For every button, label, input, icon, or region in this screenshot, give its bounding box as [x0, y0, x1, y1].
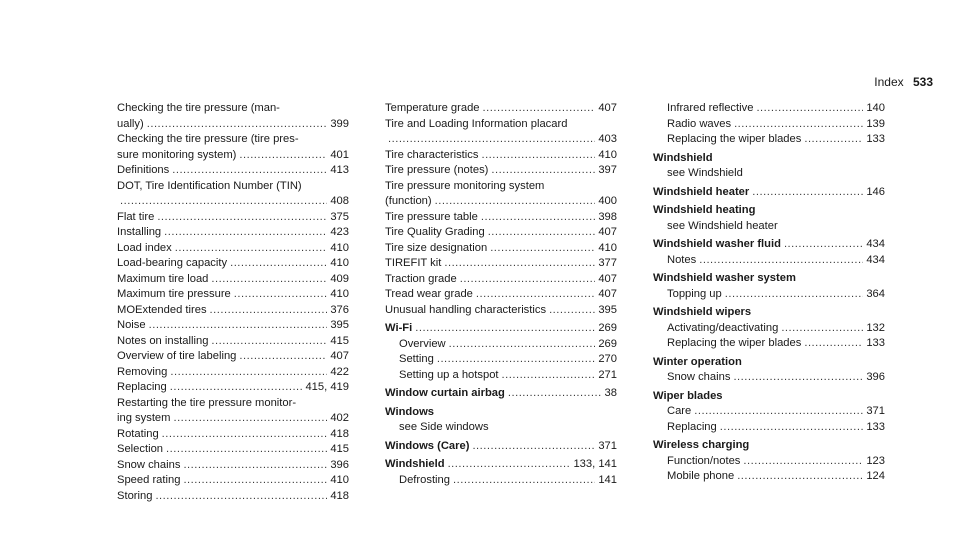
leader-dots [449, 337, 596, 353]
index-entry-page: 422 [330, 365, 349, 378]
index-entry-text: Tire size designation [385, 241, 488, 254]
leader-dots [166, 442, 327, 458]
index-entry [117, 349, 349, 365]
index-entry-page: 38 [604, 387, 617, 399]
index-entry [117, 380, 349, 396]
index-entry [653, 469, 885, 485]
index-entry [117, 334, 349, 350]
index-entry [117, 473, 349, 489]
index-entry-text: Rotating [117, 427, 159, 440]
index-entry-page: 133 [866, 133, 885, 145]
leader-dots [239, 148, 327, 164]
index-entry-page: 402 [330, 412, 349, 424]
index-entry [653, 438, 885, 454]
leader-dots [472, 439, 595, 455]
index-entry-page: 410 [330, 288, 349, 300]
index-entry-text: Overview [399, 337, 446, 350]
index-entry-text: Windshield wipers [653, 306, 752, 318]
index-entry [117, 458, 349, 474]
index-entry-text: Winter operation [653, 355, 742, 368]
index-entry-page: 415 [330, 334, 349, 347]
index-entry-page: 133 [866, 337, 885, 349]
index-entry [385, 287, 617, 303]
index-entry [385, 337, 617, 353]
index-entry-text: Activating/deactivating [667, 321, 779, 334]
leader-dots [444, 256, 595, 272]
index-entry [385, 405, 617, 421]
index-entry-page: 415 [330, 443, 349, 455]
index-entry-text: see Windshield heater [667, 219, 778, 232]
index-entry [117, 287, 349, 303]
index-entry-text: Defrosting [399, 473, 450, 486]
index-entry-page: 371 [598, 439, 617, 452]
index-entry [385, 256, 617, 272]
leader-dots [183, 458, 327, 474]
index-entry [653, 132, 885, 148]
leader-dots [157, 210, 327, 226]
index-entry [385, 368, 617, 384]
index-entry-page: 409 [330, 272, 349, 285]
index-entry [117, 272, 349, 288]
leader-dots [147, 117, 328, 133]
index-title: Index [874, 75, 904, 89]
index-entry [653, 166, 885, 182]
index-column-3 [653, 101, 885, 485]
index-entry [117, 163, 349, 179]
index-entry-page: 396 [330, 458, 349, 471]
index-entry [117, 210, 349, 226]
index-entry-text: Replacing the wiper blades [667, 133, 802, 145]
index-entry [653, 101, 885, 117]
index-entry-text: Radio waves [667, 117, 732, 130]
index-entry-page: 375 [330, 210, 349, 223]
index-entry-text: Setting [399, 353, 434, 365]
index-entry-text: Storing [117, 489, 153, 502]
index-entry [385, 272, 617, 288]
leader-dots [804, 132, 863, 148]
index-entry-page: 423 [330, 226, 349, 238]
index-entry-text: Topping up [667, 287, 722, 300]
index-entry-text: Maximum tire pressure [117, 288, 231, 300]
index-entry-text: Care [667, 405, 692, 417]
index-entry [385, 241, 617, 257]
index-entry [653, 117, 885, 133]
index-entry-text: TIREFIT kit [385, 257, 442, 269]
index-entry-text: Windows (Care) [385, 439, 470, 452]
index-entry-text: Notes [667, 253, 697, 266]
index-entry [385, 210, 617, 226]
index-entry [653, 404, 885, 420]
leader-dots [720, 420, 864, 436]
index-entry-text: Windshield washer system [653, 272, 796, 284]
leader-dots [784, 237, 863, 253]
index-entry [653, 321, 885, 337]
index-entry [385, 439, 617, 455]
index-entry [653, 185, 885, 201]
leader-dots [453, 473, 595, 489]
leader-dots [175, 241, 328, 257]
index-entry-text: Tire characteristics [385, 148, 479, 161]
leader-dots [490, 241, 595, 257]
index-entry-text: Wireless charging [653, 439, 750, 451]
leader-dots [239, 349, 327, 365]
index-entry-page: 407 [598, 288, 617, 300]
leader-dots [481, 210, 595, 226]
index-entry-page: 410 [330, 241, 349, 254]
index-entry [653, 420, 885, 436]
index-entry [385, 179, 617, 195]
index-entry-text: Tread wear grade [385, 288, 473, 300]
index-entry-page: 146 [866, 185, 885, 198]
leader-dots [483, 101, 596, 117]
index-entry-page: 410 [598, 241, 617, 254]
leader-dots [388, 132, 595, 148]
leader-dots [170, 365, 327, 381]
index-entry-page: 410 [330, 257, 349, 269]
leader-dots [211, 272, 327, 288]
leader-dots [415, 321, 595, 337]
index-entry-page: 139 [866, 117, 885, 130]
index-entry [117, 241, 349, 257]
leader-dots [149, 318, 328, 334]
leader-dots [734, 117, 863, 133]
index-entry [117, 411, 349, 427]
leader-dots [737, 469, 863, 485]
index-entry-text: ing system [117, 412, 171, 424]
index-entry-text: Restarting the tire pressure monitor- [117, 396, 297, 409]
index-entry-page: 270 [598, 353, 617, 365]
index-entry-text: Replacing the wiper blades [667, 337, 802, 349]
leader-dots [488, 225, 596, 241]
index-entry-page: 371 [866, 405, 885, 417]
leader-dots [725, 287, 864, 303]
index-entry [117, 225, 349, 241]
index-entry-page: 395 [330, 319, 349, 331]
index-entry-text: Load-bearing capacity [117, 257, 228, 269]
index-entry [117, 194, 349, 210]
index-entry [653, 219, 885, 235]
index-entry-page: 133, 141 [573, 458, 617, 470]
index-entry-text: Noise [117, 319, 146, 331]
index-entry [653, 151, 885, 167]
index-entry-page: 269 [598, 322, 617, 334]
index-entry [653, 253, 885, 269]
index-entry-page: 407 [598, 226, 617, 238]
index-entry-text: Replacing [667, 420, 717, 433]
index-entry-text: (function) [385, 195, 432, 207]
index-entry-text: Unusual handling characteristics [385, 303, 547, 316]
index-entry-text: Window curtain airbag [385, 387, 505, 399]
index-entry-page: 398 [598, 210, 617, 223]
index-entry-text: Speed rating [117, 474, 181, 486]
index-entry-text: Tire pressure monitoring system [385, 179, 545, 192]
index-entry [117, 101, 349, 117]
index-entry [385, 194, 617, 210]
index-entry [385, 117, 617, 133]
leader-dots [694, 404, 863, 420]
index-entry-page: 407 [598, 102, 617, 114]
index-entry-page: 400 [598, 195, 617, 207]
index-column-2 [385, 101, 617, 488]
index-entry [653, 305, 885, 321]
index-entry-page: 364 [866, 287, 885, 300]
index-entry-page: 410 [598, 148, 617, 161]
index-entry [385, 352, 617, 368]
index-entry-text: Checking the tire pressure (man- [117, 102, 280, 114]
index-entry-text: Snow chains [117, 458, 181, 471]
index-entry-text: Tire pressure table [385, 210, 478, 223]
leader-dots [164, 225, 327, 241]
index-entry-text: see Side windows [399, 421, 489, 433]
index-entry-page: 141 [598, 473, 617, 486]
index-entry-page: 399 [330, 117, 349, 130]
index-entry-text: Replacing [117, 381, 167, 393]
leader-dots [502, 368, 596, 384]
leader-dots [743, 454, 863, 470]
index-entry [117, 132, 349, 148]
index-entry [385, 101, 617, 117]
index-entry-page: 395 [598, 303, 617, 316]
index-entry-page: 415, 419 [305, 381, 349, 393]
leader-dots [481, 148, 595, 164]
leader-dots [162, 427, 328, 443]
index-entry-text: sure monitoring system) [117, 148, 237, 161]
leader-dots [170, 380, 303, 396]
index-entry [385, 303, 617, 319]
index-entry-text: Mobile phone [667, 470, 735, 482]
leader-dots [460, 272, 596, 288]
index-entry-text: see Windshield [667, 167, 743, 179]
index-entry-text: Removing [117, 365, 168, 378]
index-entry [117, 427, 349, 443]
page-header [874, 75, 933, 89]
index-entry-text: Windows [385, 405, 434, 418]
leader-dots [435, 194, 596, 210]
index-entry [117, 179, 349, 195]
index-entry-page: 271 [598, 368, 617, 381]
index-entry [385, 473, 617, 489]
leader-dots [437, 352, 595, 368]
index-entry [117, 117, 349, 133]
index-entry-page: 132 [866, 321, 885, 334]
leader-dots [781, 321, 863, 337]
index-entry-text: Installing [117, 226, 162, 238]
leader-dots [448, 457, 571, 473]
index-entry [653, 454, 885, 470]
index-entry-page: 434 [866, 238, 885, 250]
index-entry-text: Windshield washer fluid [653, 238, 781, 250]
index-entry-text: Windshield heater [653, 185, 750, 198]
leader-dots [234, 287, 328, 303]
leader-dots [210, 303, 328, 319]
leader-dots [733, 370, 863, 386]
index-entry-text: Tire pressure (notes) [385, 164, 489, 176]
leader-dots [173, 411, 327, 427]
index-entry-page: 410 [330, 474, 349, 486]
index-entry [117, 442, 349, 458]
index-entry-text: ually) [117, 117, 144, 130]
index-entry-page: 376 [330, 303, 349, 316]
index-entry-text: DOT, Tire Identification Number (TIN) [117, 179, 302, 192]
index-entry-text: Wi-Fi [385, 322, 413, 334]
index-entry-text: MOExtended tires [117, 303, 207, 316]
index-column-1 [117, 101, 349, 504]
index-entry-page: 123 [866, 454, 885, 467]
index-entry-text: Overview of tire labeling [117, 350, 237, 362]
index-entry [653, 336, 885, 352]
index-entry-page: 418 [330, 489, 349, 502]
index-entry-text: Traction grade [385, 272, 457, 285]
index-entry-page: 407 [330, 350, 349, 362]
leader-dots [508, 386, 602, 402]
index-entry-text: Wiper blades [653, 389, 723, 402]
leader-dots [699, 253, 863, 269]
index-entry [385, 148, 617, 164]
index-entry-page: 407 [598, 272, 617, 285]
index-entry-text: Tire and Loading Information placard [385, 117, 568, 130]
index-entry-text: Temperature grade [385, 102, 480, 114]
index-entry-text: Infrared reflective [667, 102, 754, 114]
index-entry [117, 489, 349, 505]
index-entry-page: 140 [866, 102, 885, 114]
index-entry-text: Function/notes [667, 454, 741, 467]
index-entry-page: 396 [866, 371, 885, 383]
index-entry-text: Selection [117, 443, 164, 455]
index-entry-text: Tire Quality Grading [385, 226, 485, 238]
index-entry [653, 203, 885, 219]
index-entry-text: Maximum tire load [117, 272, 209, 285]
index-entry-text: Snow chains [667, 371, 731, 383]
index-entry-page: 124 [866, 470, 885, 482]
leader-dots [476, 287, 595, 303]
leader-dots [230, 256, 327, 272]
index-entry [385, 163, 617, 179]
index-entry-text: Windshield [385, 458, 445, 470]
index-entry [117, 256, 349, 272]
index-entry [653, 389, 885, 405]
index-entry-text: Windshield [653, 151, 713, 164]
index-entry [653, 355, 885, 371]
index-entry [653, 271, 885, 287]
index-entry [385, 225, 617, 241]
index-entry [385, 321, 617, 337]
index-entry-page: 397 [598, 164, 617, 176]
index-entry-page: 133 [866, 420, 885, 433]
index-entry [117, 318, 349, 334]
index-entry [385, 132, 617, 148]
index-entry-page: 401 [330, 148, 349, 161]
leader-dots [804, 336, 863, 352]
leader-dots [752, 185, 863, 201]
index-entry-text: Setting up a hotspot [399, 368, 499, 381]
index-entry [385, 457, 617, 473]
index-entry [385, 386, 617, 402]
index-entry [653, 237, 885, 253]
leader-dots [155, 489, 327, 505]
index-entry-page: 418 [330, 427, 349, 440]
leader-dots [756, 101, 863, 117]
index-entry [117, 365, 349, 381]
index-entry [117, 396, 349, 412]
leader-dots [549, 303, 595, 319]
leader-dots [211, 334, 327, 350]
index-entry-page: 413 [330, 164, 349, 176]
index-entry-text: Load index [117, 241, 172, 254]
index-entry-text: Definitions [117, 164, 170, 176]
index-entry [117, 148, 349, 164]
index-entry-page: 377 [598, 257, 617, 269]
leader-dots [172, 163, 327, 179]
index-entry-page: 408 [330, 195, 349, 207]
leader-dots [120, 194, 327, 210]
index-entry-text: Windshield heating [653, 204, 756, 216]
index-entry-page: 269 [598, 337, 617, 350]
index-entry [653, 287, 885, 303]
index-entry [385, 420, 617, 436]
index-entry-text: Notes on installing [117, 334, 209, 347]
page-number: 533 [912, 75, 933, 89]
index-entry-page: 403 [598, 133, 617, 145]
index-entry [117, 303, 349, 319]
index-entry-page: 434 [866, 253, 885, 266]
index-entry-text: Flat tire [117, 210, 155, 223]
index-entry [653, 370, 885, 386]
leader-dots [183, 473, 327, 489]
leader-dots [491, 163, 595, 179]
index-entry-text: Checking the tire pressure (tire pres- [117, 133, 299, 145]
